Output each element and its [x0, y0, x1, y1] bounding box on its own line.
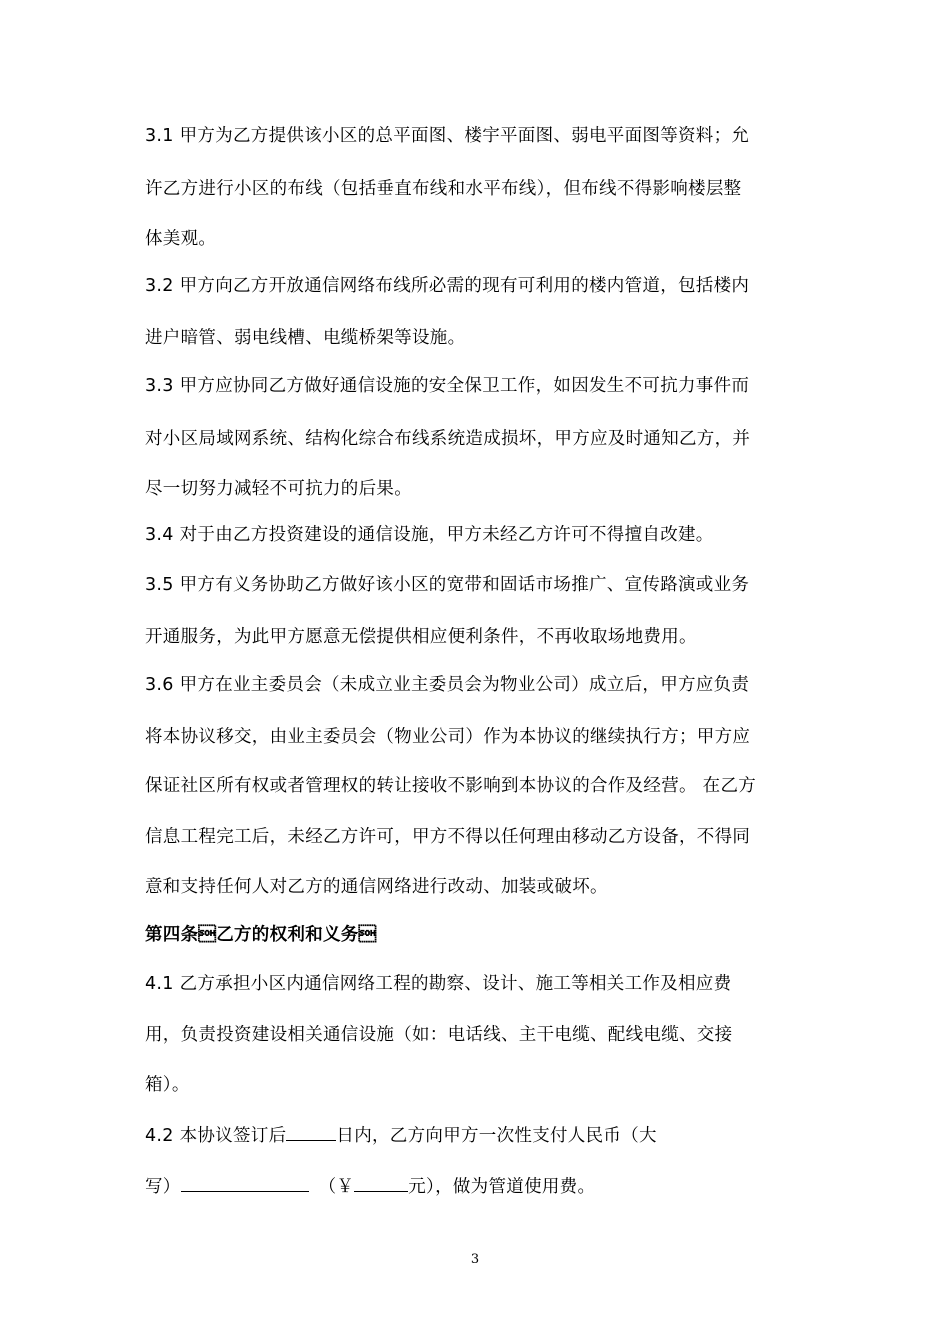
clause-4-1-line-3: 箱）。 [145, 1075, 190, 1095]
clause-3-6-line-3: 保证社区所有权或者管理权的转让接收不影响到本协议的合作及经营。 在乙方 [145, 776, 757, 796]
clause-3-3-line-3: 尽一切努力减轻不可抗力的后果。 [145, 479, 412, 499]
amount-yuan-prefix: （￥ [318, 1177, 355, 1197]
clause-3-6-line-5: 意和支持任何人对乙方的通信网络进行改动、加装或破坏。 [145, 877, 608, 897]
clause-3-1-line-1: 3.1 甲方为乙方提供该小区的总平面图、楼宇平面图、弱电平面图等资料；允 [145, 126, 750, 146]
clause-3-3-line-1: 3.3 甲方应协同乙方做好通信设施的安全保卫工作，如因发生不可抗力事件而 [145, 376, 750, 396]
amount-uppercase-label: 写） [145, 1177, 181, 1197]
clause-3-2-line-2: 进户暗管、弱电线槽、电缆桥架等设施。 [145, 328, 466, 348]
clause-4-2-text-after-blank: 日内，乙方向甲方一次性支付人民币（大 [336, 1126, 657, 1146]
amount-number-blank[interactable] [354, 1173, 408, 1192]
section-heading-article-4: 第四条乙方的权利和义务 [145, 925, 377, 945]
clause-3-3-line-2: 对小区局域网系统、结构化综合布线系统造成损坏，甲方应及时通知乙方，并 [145, 429, 751, 449]
page-number: 3 [470, 1252, 480, 1267]
amount-suffix-text: 元），做为管道使用费。 [408, 1177, 596, 1197]
clause-4-1-line-1: 4.1 乙方承担小区内通信网络工程的勘察、设计、施工等相关工作及相应费 [145, 974, 732, 994]
clause-3-5-line-1: 3.5 甲方有义务协助乙方做好该小区的宽带和固话市场推广、宣传路演或业务 [145, 575, 750, 595]
clause-4-1-line-2: 用，负责投资建设相关通信设施（如：电话线、主干电缆、配线电缆、交接 [145, 1025, 733, 1045]
clause-3-6-line-1: 3.6 甲方在业主委员会（未成立业主委员会为物业公司）成立后，甲方应负责 [145, 675, 750, 695]
clause-4-2-line-1 [145, 1122, 657, 1148]
clause-3-4-line-1: 3.4 对于由乙方投资建设的通信设施，甲方未经乙方许可不得擅自改建。 [145, 525, 714, 545]
clause-3-5-line-2: 开通服务，为此甲方愿意无偿提供相应便利条件，不再收取场地费用。 [145, 627, 697, 647]
days-blank[interactable] [286, 1122, 336, 1141]
clause-3-1-line-3: 体美观。 [145, 229, 217, 249]
clause-4-2-line-2 [145, 1173, 595, 1199]
amount-uppercase-blank[interactable] [181, 1173, 309, 1192]
clause-3-6-line-4: 信息工程完工后，未经乙方许可，甲方不得以任何理由移动乙方设备，不得同 [145, 827, 751, 847]
clause-3-2-line-1: 3.2 甲方向乙方开放通信网络布线所必需的现有可利用的楼内管道，包括楼内 [145, 276, 750, 296]
clause-4-2-text-before-blank: 4.2 本协议签订后 [145, 1126, 287, 1146]
clause-3-6-line-2: 将本协议移交，由业主委员会（物业公司）作为本协议的继续执行方；甲方应 [145, 727, 751, 747]
clause-3-1-line-2: 许乙方进行小区的布线（包括垂直布线和水平布线），但布线不得影响楼层整 [145, 179, 742, 199]
